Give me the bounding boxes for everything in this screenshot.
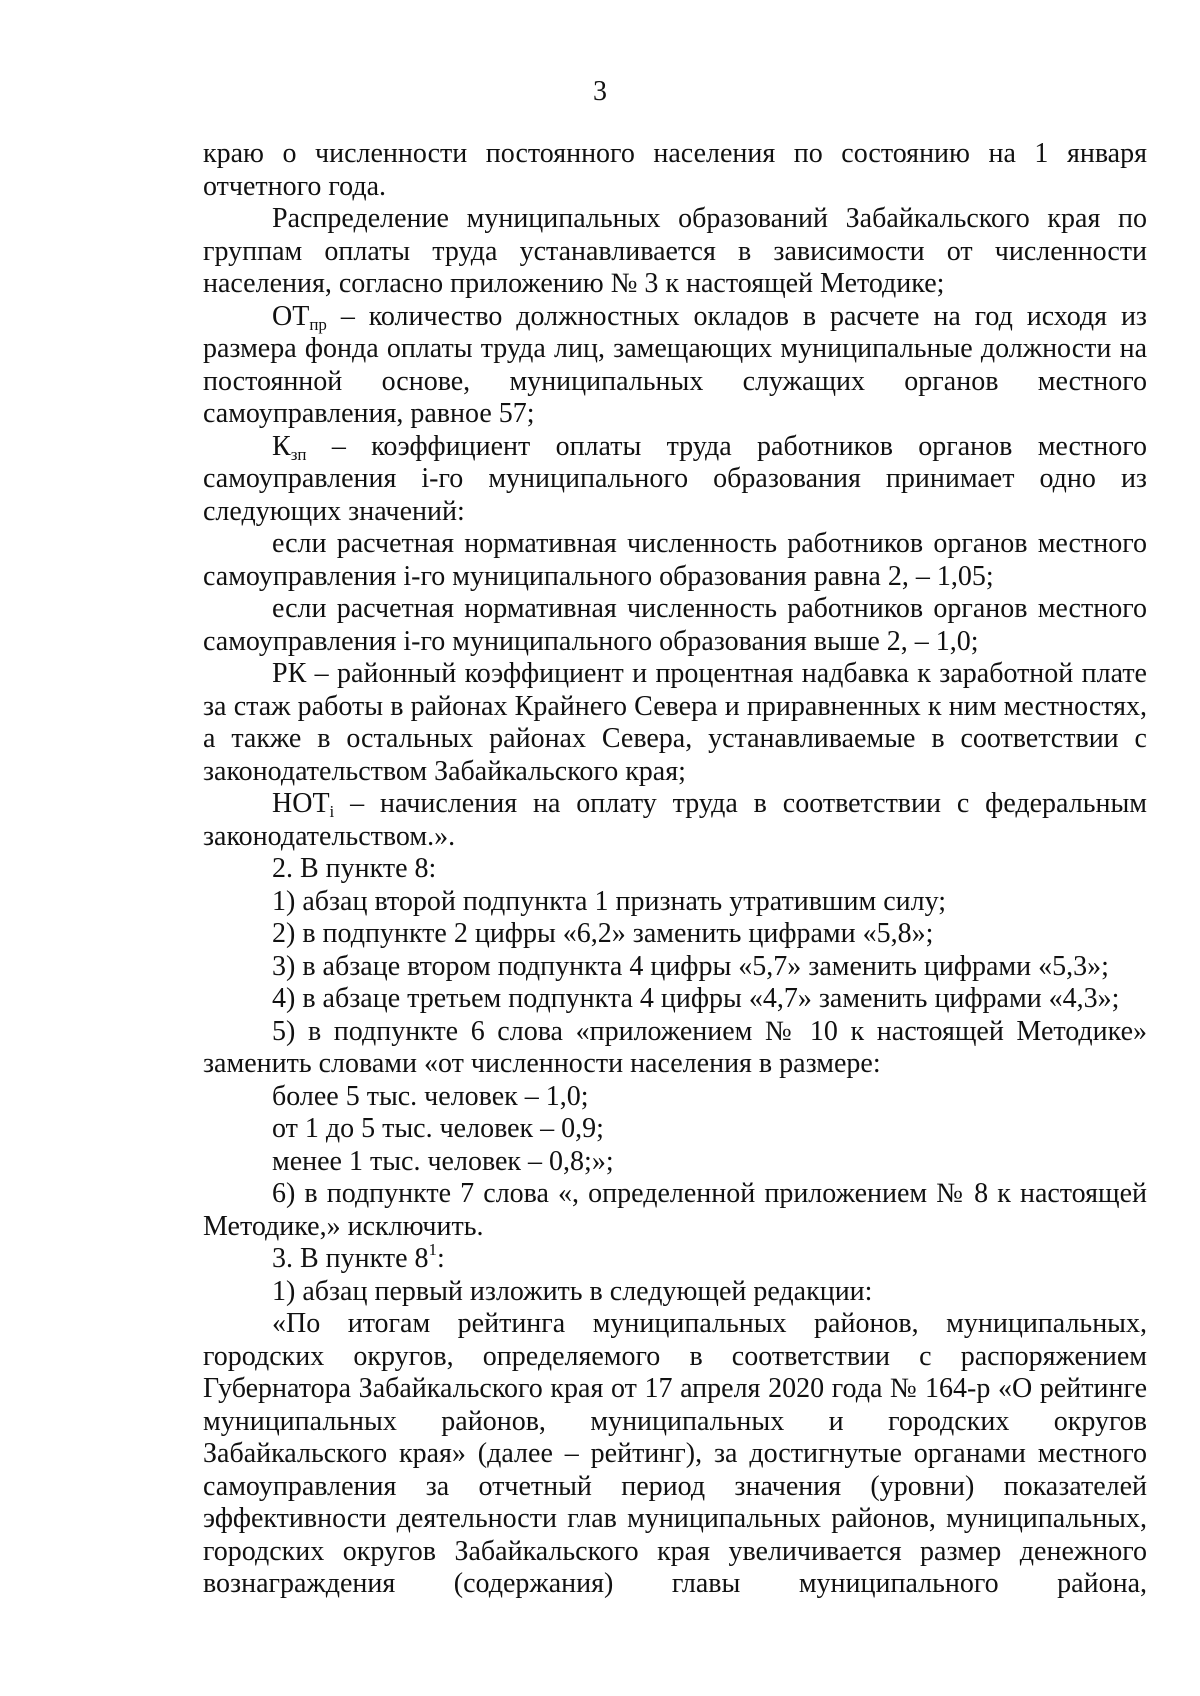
document-body <box>203 138 1147 1601</box>
paragraph: 5) в подпункте 6 слова «приложением № 10 к настоящей Методике» заменить словами «от численности населения в размере: <box>203 1015 1147 1079</box>
paragraph: если расчетная нормативная численность работников органов местного самоуправления i-го муниципального образования выше 2, – 1,0; <box>203 593 1147 657</box>
definition-text: – количество должностных окладов в расчете на год исходя из размера фонда оплаты труда лиц, замещающих муниципальные должности на постоянной основе, муниципальных служащих органов местного самоуправления, равное 57; <box>203 300 1147 429</box>
symbol: НОТ <box>272 788 330 819</box>
paragraph: от 1 до 5 тыс. человек – 0,9; <box>272 1113 604 1144</box>
definition-text: – начисления на оплату труда в соответствии с федеральным законодательством.». <box>203 788 1147 852</box>
paragraph: 3) в абзаце втором подпункта 4 цифры «5,7» заменить цифрами «5,3»; <box>272 950 1109 982</box>
paragraph: РК – районный коэффициент и процентная надбавка к заработной плате за стаж работы в районах Крайнего Севера и приравненных к ним местностях, а также в остальных районах Севера, устанавливаемые в соответствии с законодательством Забайкальского края; <box>203 658 1147 787</box>
paragraph: 6) в подпункте 7 слова «, определенной приложением № 8 к настоящей Методике,» исключить. <box>203 1178 1147 1242</box>
paragraph: «По итогам рейтинга муниципальных районов, муниципальных, городских округов, определяемого в соответствии с распоряжением Губернатора Забайкальского края от 17 апреля 2020 года № 164-р «О рейтинге муниципальных районов, муниципальных и городских округов Забайкальского края» (далее – рейтинг), за достигнутые органами местного самоуправления за отчетный период значения (уровни) показателей эффективности деятельности глав муниципальных районов, муниципальных, городских округов Забайкальского края увеличивается размер денежного вознаграждения (содержания) главы муниципального района, <box>203 1308 1147 1599</box>
superscript: 1 <box>428 1240 438 1259</box>
paragraph: более 5 тыс. человек – 1,0; <box>272 1080 589 1112</box>
subscript: i <box>329 802 335 821</box>
symbol: К <box>272 430 291 462</box>
paragraph: если расчетная нормативная численность работников органов местного самоуправления i-го муниципального образования равна 2, – 1,05; <box>203 528 1147 592</box>
paragraph: 1) абзац первый изложить в следующей редакции: <box>272 1275 873 1307</box>
paragraph: краю о численности постоянного населения по состоянию на 1 января отчетного года. <box>203 138 1147 202</box>
heading-tail: : <box>437 1243 445 1274</box>
subscript: пр <box>309 314 327 334</box>
paragraph-definition-k <box>203 431 1147 529</box>
paragraph: 2. В пункте 8: <box>272 853 437 884</box>
heading-text: 3. В пункте 8 <box>272 1243 429 1274</box>
paragraph-definition-ot <box>203 301 1147 431</box>
page-number: 3 <box>593 76 607 107</box>
paragraph: менее 1 тыс. человек – 0,8;»; <box>272 1145 614 1177</box>
definition-text: – коэффициент оплаты труда работников органов местного самоуправления i-го муниципального образования принимает одно из следующих значений: <box>203 430 1147 527</box>
subscript: зп <box>290 444 307 464</box>
paragraph-definition-not <box>203 788 1147 853</box>
paragraph: 4) в абзаце третьем подпункта 4 цифры «4,7» заменить цифрами «4,3»; <box>272 983 1120 1014</box>
symbol: ОТ <box>272 300 310 332</box>
paragraph-heading-8-1 <box>203 1240 1147 1276</box>
paragraph: 1) абзац второй подпункта 1 признать утратившим силу; <box>272 885 946 917</box>
paragraph: Распределение муниципальных образований Забайкальского края по группам оплаты труда устанавливается в зависимости от численности населения, согласно приложению № 3 к настоящей Методике; <box>203 203 1147 299</box>
paragraph: 2) в подпункте 2 цифры «6,2» заменить цифрами «5,8»; <box>272 918 934 949</box>
